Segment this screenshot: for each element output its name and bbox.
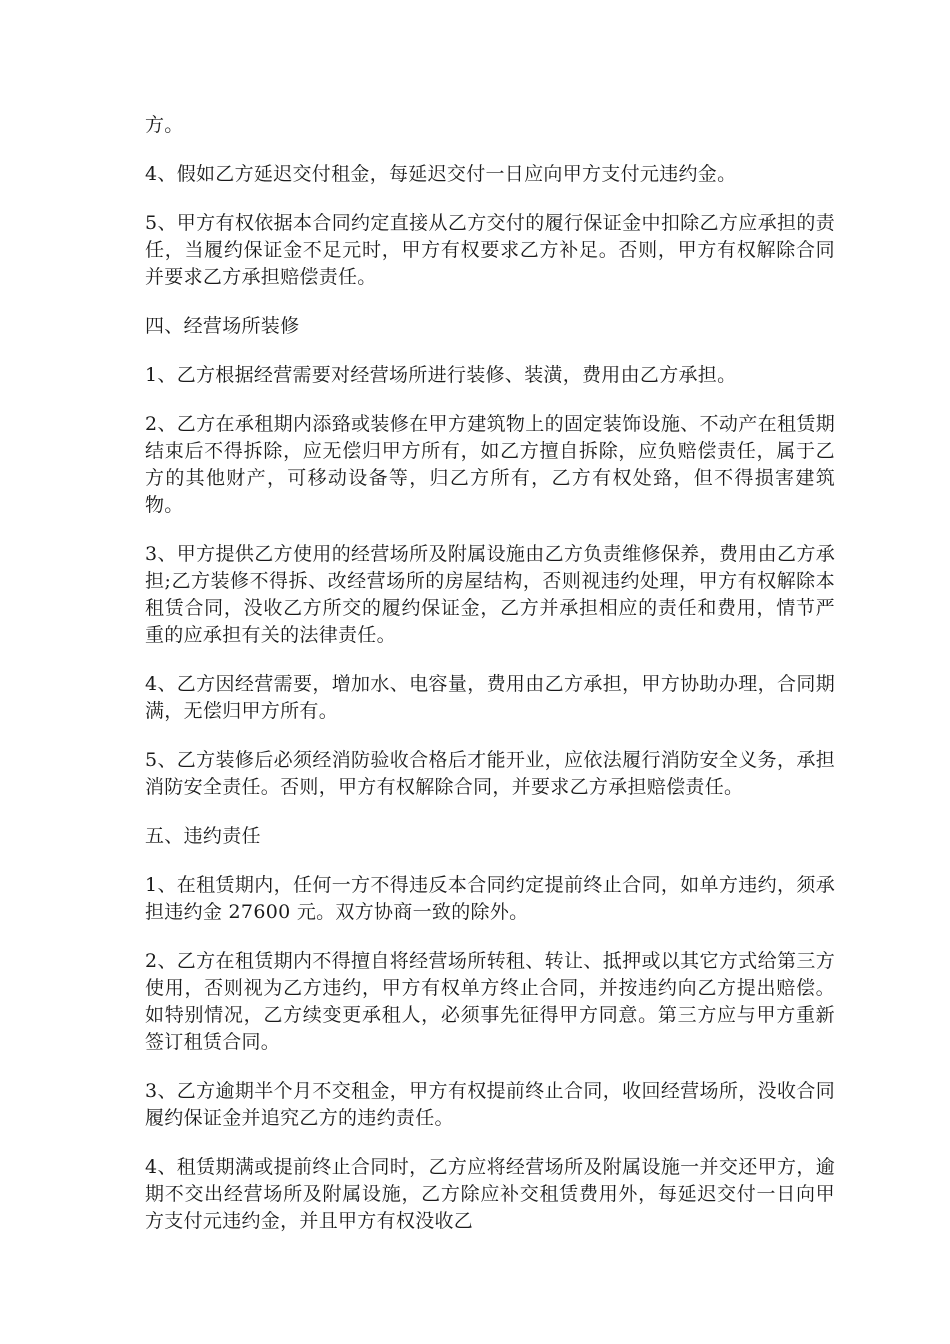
paragraph-return-premises: 4、租赁期满或提前终止合同时，乙方应将经营场所及附属设施一并交还甲方，逾期不交出经营场所及附属设施，乙方除应补交租赁费用外，每延迟交付一日向甲方支付元违约金，并且甲方有权没收乙 — [145, 1156, 835, 1232]
paragraph-renovation-cost: 1、乙方根据经营需要对经营场所进行装修、装潢，费用由乙方承担。 — [145, 364, 737, 386]
document-body — [145, 112, 835, 1257]
paragraph-early-termination: 1、在租赁期内，任何一方不得违反本合同约定提前终止合同，如单方违约，须承担违约金 27600 元。双方协商一致的除外。 — [145, 874, 835, 923]
paragraph-late-rent-penalty: 4、假如乙方延迟交付租金，每延迟交付一日应向甲方支付元违约金。 — [145, 163, 737, 185]
paragraph-deposit-deduction: 5、甲方有权依据本合同约定直接从乙方交付的履行保证金中扣除乙方应承担的责任，当履约保证金不足元时，甲方有权要求乙方补足。否则，甲方有权解除合同并要求乙方承担赔偿责任。 — [145, 212, 835, 288]
paragraph-overdue-rent: 3、乙方逾期半个月不交租金，甲方有权提前终止合同，收回经营场所，没收合同履约保证金并追究乙方的违约责任。 — [145, 1080, 835, 1129]
section-heading-renovation: 四、经营场所装修 — [145, 315, 300, 337]
paragraph-fixed-fixtures: 2、乙方在承租期内添臵或装修在甲方建筑物上的固定装饰设施、不动产在租赁期结束后不得拆除，应无偿归甲方所有，如乙方擅自拆除，应负赔偿责任，属于乙方的其他财产，可移动设备等，归乙方所有，乙方有权处臵，但不得损害建筑物。 — [145, 413, 835, 516]
paragraph-utilities: 4、乙方因经营需要，增加水、电容量，费用由乙方承担，甲方协助办理，合同期满，无偿归甲方所有。 — [145, 673, 835, 722]
section-heading-breach: 五、违约责任 — [145, 825, 261, 847]
paragraph-sublease: 2、乙方在租赁期内不得擅自将经营场所转租、转让、抵押或以其它方式给第三方使用，否则视为乙方违约，甲方有权单方终止合同，并按违约向乙方提出赔偿。如特别情况，乙方续变更承租人，必须事先征得甲方同意。第三方应与甲方重新签订租赁合同。 — [145, 950, 835, 1053]
paragraph-maintenance: 3、甲方提供乙方使用的经营场所及附属设施由乙方负责维修保养，费用由乙方承担;乙方装修不得拆、改经营场所的房屋结构，否则视违约处理，甲方有权解除本租赁合同，没收乙方所交的履约保证金，乙方并承担相应的责任和费用，情节严重的应承担有关的法律责任。 — [145, 543, 835, 646]
paragraph-fire-safety: 5、乙方装修后必须经消防验收合格后才能开业，应依法履行消防安全义务，承担消防安全责任。否则，甲方有权解除合同，并要求乙方承担赔偿责任。 — [145, 749, 835, 798]
paragraph-continuation: 方。 — [145, 114, 184, 136]
